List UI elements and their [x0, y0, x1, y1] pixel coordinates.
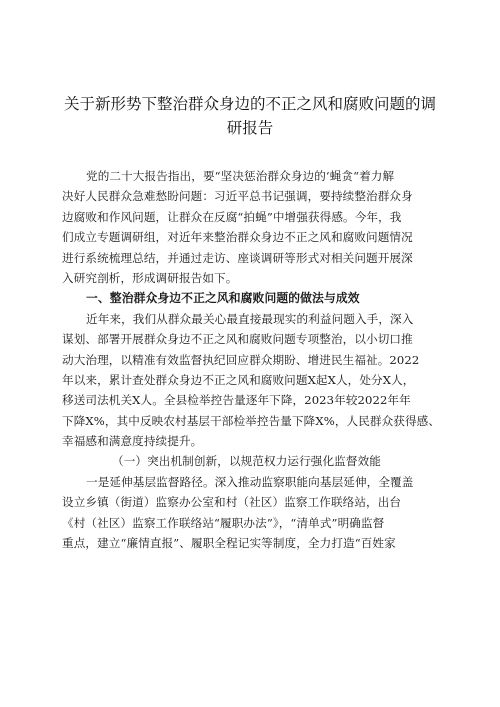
section-1-line: 幸福感和满意度持续提升。: [62, 434, 203, 449]
subsection-1-heading: （一）突出机制创新，以规范权力运行强化监督效能: [112, 454, 381, 469]
subsection-1-line: 《村（社区）监察工作联络站“履职办法”》，“清单式”明确监督: [62, 515, 385, 530]
intro-line: 边腐败和作风问题，让群众在反腐“拍蝇”中增强获得感。今年，我: [62, 209, 402, 224]
document-title-line-1: 关于新形势下整治群众身边的不正之风和腐败问题的调: [63, 95, 436, 113]
intro-line: 们成立专题调研组，对近年来整治群众身边不正之风和腐败问题情况: [62, 230, 413, 245]
intro-line: 入研究剖析，形成调研报告如下。: [62, 270, 238, 285]
section-1-line: 年以来，累计查处群众身边不正之风和腐败问题X起X人，处分X人，: [62, 372, 415, 387]
document-title-line-2: 研报告: [226, 119, 274, 137]
section-1-heading: 一、整治群众身边不正之风和腐败问题的做法与成效: [86, 291, 360, 306]
intro-line: 进行系统梳理总结，并通过走访、座谈调研等形式对相关问题开展深: [62, 250, 413, 265]
section-1-line: 移送司法机关X人。全县检举控告量逐年下降，2023年较2022年年: [62, 393, 411, 408]
subsection-1-line: 一是延伸基层监督路径。深入推动监察职能向基层延伸，全覆盖: [86, 474, 414, 489]
intro-line: 党的二十大报告指出，要“坚决惩治群众身边的‘蝇贪“着力解: [86, 169, 395, 183]
section-1-line: 动大治理，以精准有效监督执纪回应群众期盼、增进民生福祉。2022: [62, 352, 420, 367]
section-1-line: 近年来，我们从群众最关心最直接最现实的利益问题入手，深入: [86, 311, 414, 326]
section-1-line: 下降X%，其中反映农村基层干部检举控告量下降X%，人民群众获得感、: [62, 413, 441, 428]
subsection-1-line: 设立乡镇（街道）监察办公室和村（社区）监察工作联络站，出台: [62, 495, 402, 510]
intro-line: 决好人民群众急难愁盼问题：习近平总书记强调，要持续整治群众身: [62, 189, 413, 204]
intro-paragraph: [62, 166, 442, 553]
subsection-1-line: 重点，建立“廉情直报”、履职全程记实等制度，全力打造“百姓家: [62, 536, 396, 551]
section-1-line: 谋划、部署开展群众身边不正之风和腐败问题专项整治，以小切口推: [62, 332, 413, 347]
